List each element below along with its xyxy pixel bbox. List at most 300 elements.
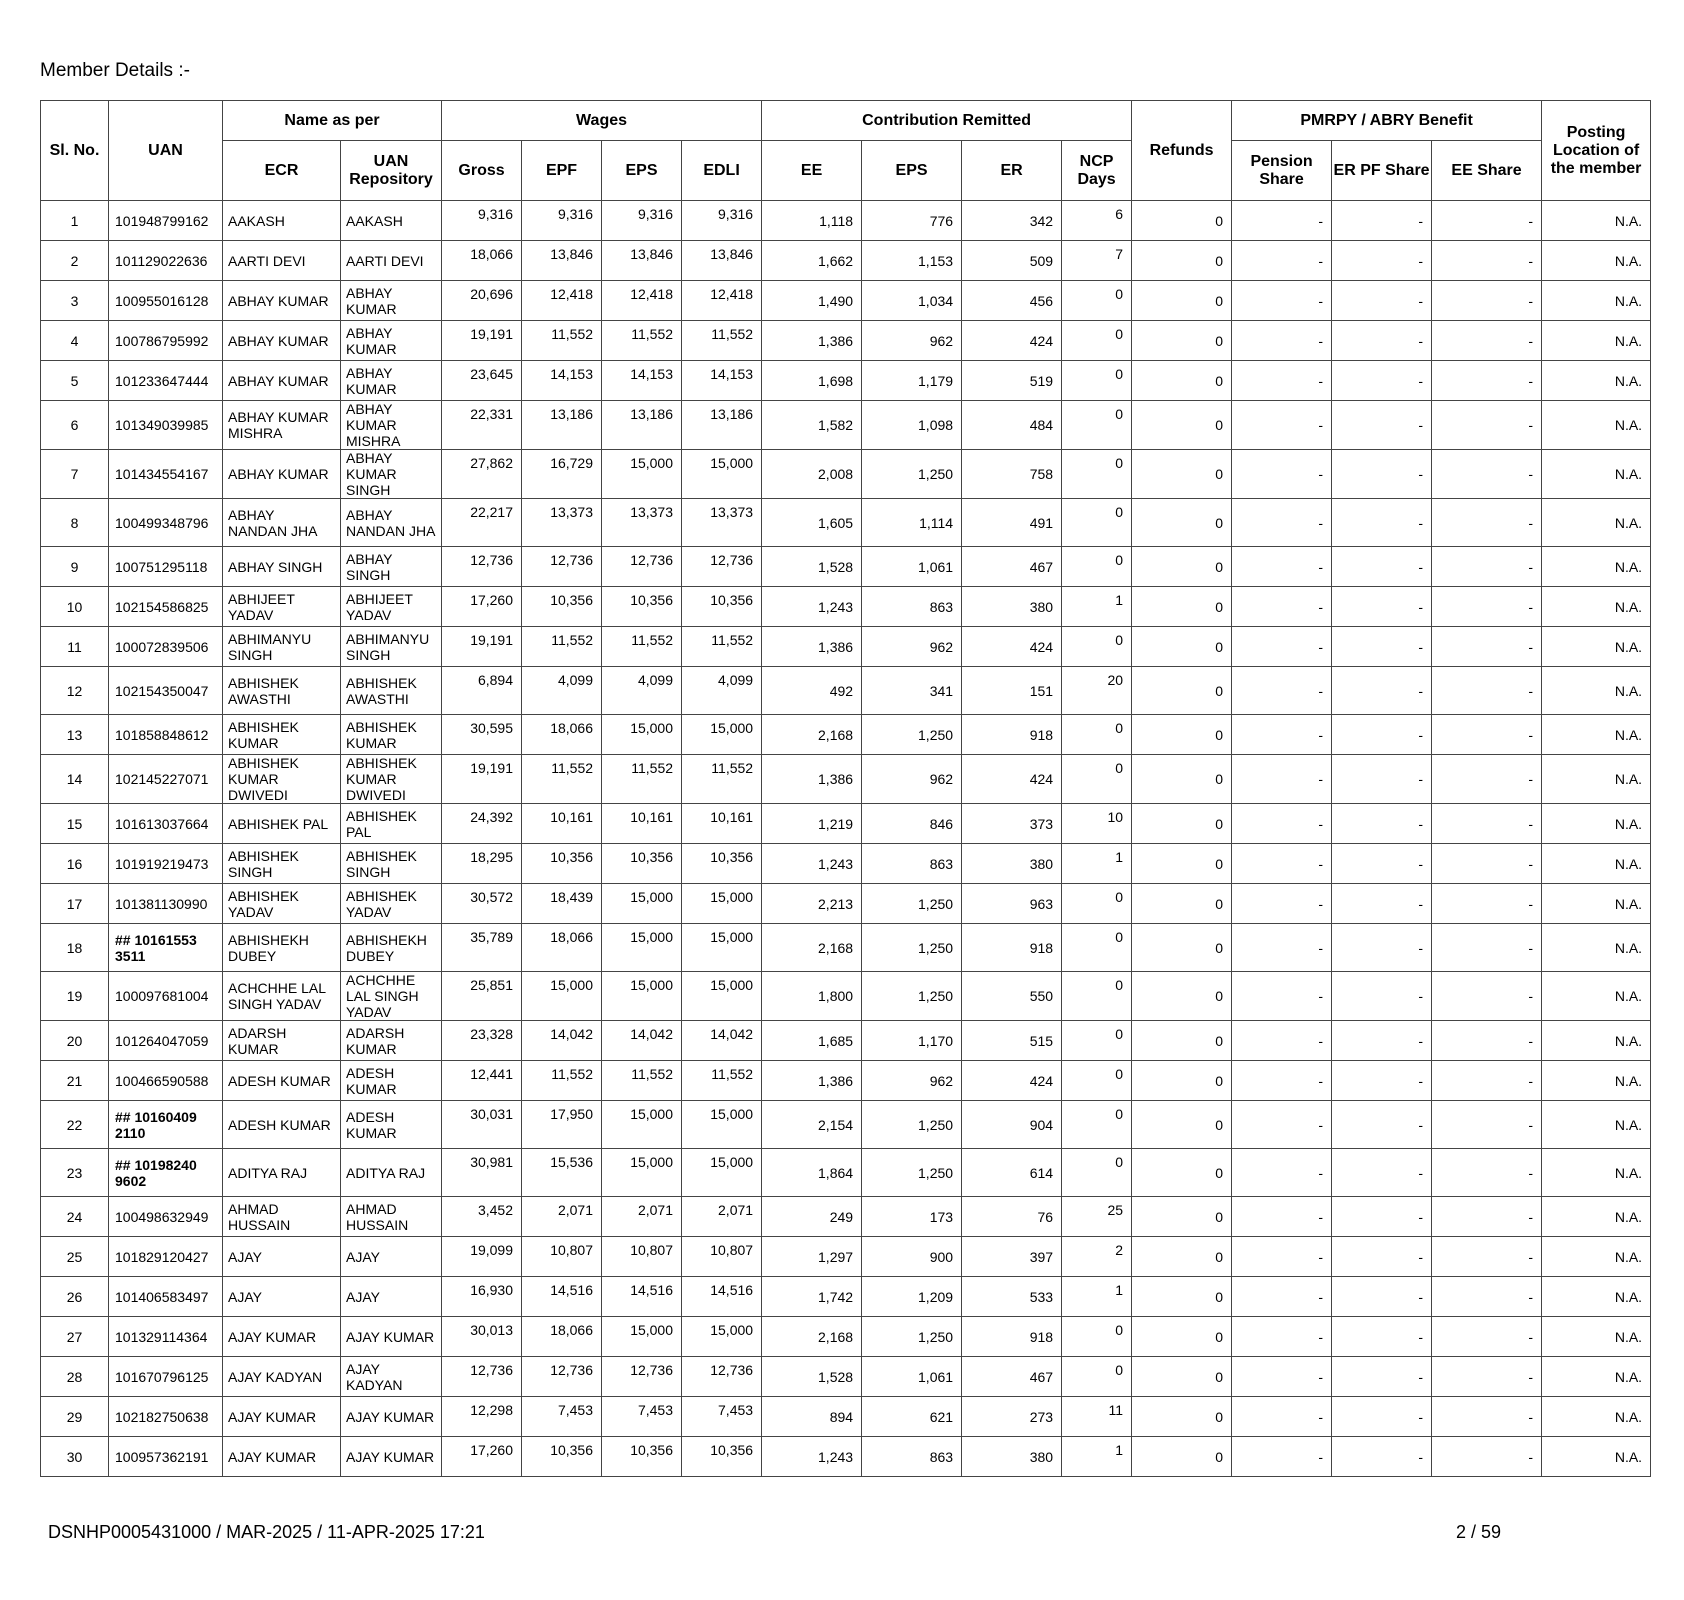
- cell-pension-share: -: [1232, 499, 1332, 547]
- cell-ee-share: -: [1432, 1197, 1542, 1237]
- cell-contribution-ee: 2,213: [762, 884, 862, 924]
- cell-posting-location: N.A.: [1542, 1197, 1651, 1237]
- header-uan: UAN: [109, 101, 223, 201]
- cell-uan: 101329114364: [109, 1317, 223, 1357]
- cell-ncp-days: 0: [1062, 281, 1132, 321]
- cell-wages-epf: 11,552: [522, 755, 602, 804]
- cell-er-pf-share: -: [1332, 1021, 1432, 1061]
- cell-pension-share: -: [1232, 972, 1332, 1021]
- cell-wages-epf: 14,516: [522, 1277, 602, 1317]
- table-row: [41, 499, 1651, 547]
- cell-wages-edli: 11,552: [682, 627, 762, 667]
- cell-wages-edli: 11,552: [682, 755, 762, 804]
- cell-name-ecr: ABHISHEK PAL: [223, 804, 341, 844]
- cell-uan: 102154350047: [109, 667, 223, 715]
- cell-contribution-ee: 1,243: [762, 1437, 862, 1477]
- cell-name-uan-repository: AJAY: [341, 1277, 442, 1317]
- cell-pension-share: -: [1232, 1101, 1332, 1149]
- cell-uan: 101434554167: [109, 450, 223, 499]
- cell-uan: 102154586825: [109, 587, 223, 627]
- cell-er-pf-share: -: [1332, 281, 1432, 321]
- cell-posting-location: N.A.: [1542, 1317, 1651, 1357]
- cell-wages-eps: 15,000: [602, 884, 682, 924]
- cell-sl-no: 17: [41, 884, 109, 924]
- cell-wages-eps: 4,099: [602, 667, 682, 715]
- cell-ee-share: -: [1432, 972, 1542, 1021]
- cell-wages-eps: 11,552: [602, 627, 682, 667]
- cell-refunds: 0: [1132, 499, 1232, 547]
- cell-refunds: 0: [1132, 972, 1232, 1021]
- cell-posting-location: N.A.: [1542, 1397, 1651, 1437]
- cell-contribution-ee: 2,168: [762, 924, 862, 972]
- cell-refunds: 0: [1132, 667, 1232, 715]
- table-row: [41, 804, 1651, 844]
- cell-sl-no: 30: [41, 1437, 109, 1477]
- cell-name-ecr: AJAY KUMAR: [223, 1397, 341, 1437]
- cell-ee-share: -: [1432, 361, 1542, 401]
- cell-wages-epf: 10,807: [522, 1237, 602, 1277]
- cell-er-pf-share: -: [1332, 241, 1432, 281]
- cell-posting-location: N.A.: [1542, 1437, 1651, 1477]
- cell-wages-gross: 12,441: [442, 1061, 522, 1101]
- cell-wages-epf: 13,186: [522, 401, 602, 450]
- cell-er-pf-share: -: [1332, 1277, 1432, 1317]
- cell-name-uan-repository: ABHAY KUMAR MISHRA: [341, 401, 442, 450]
- cell-name-uan-repository: ABHIJEET YADAV: [341, 587, 442, 627]
- table-row: [41, 401, 1651, 450]
- cell-wages-edli: 10,161: [682, 804, 762, 844]
- cell-wages-gross: 9,316: [442, 201, 522, 241]
- cell-wages-edli: 15,000: [682, 715, 762, 755]
- cell-ee-share: -: [1432, 755, 1542, 804]
- cell-uan: 101129022636: [109, 241, 223, 281]
- cell-pension-share: -: [1232, 884, 1332, 924]
- cell-wages-epf: 15,000: [522, 972, 602, 1021]
- cell-contribution-er: 467: [962, 547, 1062, 587]
- cell-name-uan-repository: AJAY KUMAR: [341, 1397, 442, 1437]
- cell-uan: 101670796125: [109, 1357, 223, 1397]
- cell-wages-eps: 15,000: [602, 450, 682, 499]
- cell-sl-no: 11: [41, 627, 109, 667]
- cell-contribution-er: 918: [962, 1317, 1062, 1357]
- cell-contribution-er: 380: [962, 1437, 1062, 1477]
- cell-contribution-ee: 1,528: [762, 1357, 862, 1397]
- cell-posting-location: N.A.: [1542, 547, 1651, 587]
- cell-pension-share: -: [1232, 1357, 1332, 1397]
- cell-er-pf-share: -: [1332, 1237, 1432, 1277]
- cell-ee-share: -: [1432, 1277, 1542, 1317]
- cell-name-uan-repository: ABHIMANYU SINGH: [341, 627, 442, 667]
- cell-wages-edli: 12,736: [682, 547, 762, 587]
- cell-contribution-er: 904: [962, 1101, 1062, 1149]
- cell-name-uan-repository: AHMAD HUSSAIN: [341, 1197, 442, 1237]
- cell-refunds: 0: [1132, 321, 1232, 361]
- cell-ee-share: -: [1432, 1021, 1542, 1061]
- cell-wages-edli: 14,516: [682, 1277, 762, 1317]
- cell-pension-share: -: [1232, 281, 1332, 321]
- cell-ee-share: -: [1432, 1149, 1542, 1197]
- cell-name-uan-repository: AJAY KUMAR: [341, 1317, 442, 1357]
- cell-refunds: 0: [1132, 844, 1232, 884]
- table-row: [41, 361, 1651, 401]
- cell-contribution-er: 963: [962, 884, 1062, 924]
- cell-name-ecr: AARTI DEVI: [223, 241, 341, 281]
- cell-ee-share: -: [1432, 1061, 1542, 1101]
- table-row: [41, 715, 1651, 755]
- cell-contribution-ee: 1,386: [762, 755, 862, 804]
- cell-wages-epf: 7,453: [522, 1397, 602, 1437]
- table-row: [41, 1149, 1651, 1197]
- cell-uan: 102145227071: [109, 755, 223, 804]
- cell-wages-edli: 11,552: [682, 1061, 762, 1101]
- cell-ncp-days: 0: [1062, 499, 1132, 547]
- cell-wages-eps: 15,000: [602, 715, 682, 755]
- cell-name-uan-repository: AJAY: [341, 1237, 442, 1277]
- cell-ncp-days: 0: [1062, 755, 1132, 804]
- cell-ncp-days: 0: [1062, 627, 1132, 667]
- cell-wages-gross: 12,298: [442, 1397, 522, 1437]
- cell-uan: ## 101982409602: [109, 1149, 223, 1197]
- cell-name-uan-repository: ABHISHEK AWASTHI: [341, 667, 442, 715]
- header-ncp-days: NCP Days: [1062, 141, 1132, 201]
- cell-wages-eps: 10,161: [602, 804, 682, 844]
- cell-contribution-ee: 1,605: [762, 499, 862, 547]
- cell-wages-edli: 14,042: [682, 1021, 762, 1061]
- cell-refunds: 0: [1132, 1149, 1232, 1197]
- cell-sl-no: 7: [41, 450, 109, 499]
- cell-contribution-er: 424: [962, 1061, 1062, 1101]
- cell-contribution-eps: 1,034: [862, 281, 962, 321]
- cell-ncp-days: 0: [1062, 884, 1132, 924]
- cell-wages-eps: 12,736: [602, 1357, 682, 1397]
- cell-ee-share: -: [1432, 844, 1542, 884]
- cell-refunds: 0: [1132, 401, 1232, 450]
- cell-ncp-days: 20: [1062, 667, 1132, 715]
- cell-wages-gross: 20,696: [442, 281, 522, 321]
- cell-name-ecr: AJAY: [223, 1277, 341, 1317]
- cell-contribution-ee: 2,154: [762, 1101, 862, 1149]
- cell-wages-edli: 15,000: [682, 972, 762, 1021]
- cell-wages-epf: 12,418: [522, 281, 602, 321]
- cell-uan: 100751295118: [109, 547, 223, 587]
- cell-ncp-days: 0: [1062, 450, 1132, 499]
- cell-sl-no: 14: [41, 755, 109, 804]
- cell-refunds: 0: [1132, 241, 1232, 281]
- cell-wages-epf: 18,439: [522, 884, 602, 924]
- cell-er-pf-share: -: [1332, 321, 1432, 361]
- cell-pension-share: -: [1232, 667, 1332, 715]
- cell-er-pf-share: -: [1332, 667, 1432, 715]
- cell-posting-location: N.A.: [1542, 844, 1651, 884]
- cell-name-ecr: AJAY KADYAN: [223, 1357, 341, 1397]
- cell-sl-no: 1: [41, 201, 109, 241]
- cell-pension-share: -: [1232, 321, 1332, 361]
- cell-er-pf-share: -: [1332, 715, 1432, 755]
- cell-pension-share: -: [1232, 1061, 1332, 1101]
- cell-posting-location: N.A.: [1542, 1277, 1651, 1317]
- cell-contribution-ee: 1,386: [762, 321, 862, 361]
- header-sl-no: Sl. No.: [41, 101, 109, 201]
- cell-contribution-ee: 1,243: [762, 587, 862, 627]
- cell-name-ecr: ADESH KUMAR: [223, 1061, 341, 1101]
- cell-name-uan-repository: ADESH KUMAR: [341, 1101, 442, 1149]
- cell-wages-epf: 13,846: [522, 241, 602, 281]
- cell-pension-share: -: [1232, 755, 1332, 804]
- cell-name-ecr: AJAY KUMAR: [223, 1437, 341, 1477]
- cell-refunds: 0: [1132, 1021, 1232, 1061]
- cell-contribution-eps: 1,209: [862, 1277, 962, 1317]
- table-row: [41, 1357, 1651, 1397]
- cell-er-pf-share: -: [1332, 884, 1432, 924]
- cell-uan: 100498632949: [109, 1197, 223, 1237]
- cell-pension-share: -: [1232, 1021, 1332, 1061]
- cell-name-ecr: ABHIJEET YADAV: [223, 587, 341, 627]
- cell-wages-epf: 12,736: [522, 1357, 602, 1397]
- table-row: [41, 1237, 1651, 1277]
- cell-contribution-er: 342: [962, 201, 1062, 241]
- cell-posting-location: N.A.: [1542, 884, 1651, 924]
- cell-contribution-eps: 1,114: [862, 499, 962, 547]
- cell-contribution-er: 533: [962, 1277, 1062, 1317]
- cell-er-pf-share: -: [1332, 201, 1432, 241]
- cell-posting-location: N.A.: [1542, 972, 1651, 1021]
- cell-wages-edli: 15,000: [682, 1101, 762, 1149]
- cell-name-uan-repository: ABHISHEK YADAV: [341, 884, 442, 924]
- cell-posting-location: N.A.: [1542, 1061, 1651, 1101]
- document-reference: DSNHP0005431000 / MAR-2025 / 11-APR-2025 17:21: [48, 1522, 485, 1542]
- cell-ee-share: -: [1432, 321, 1542, 361]
- cell-posting-location: N.A.: [1542, 1149, 1651, 1197]
- table-row: [41, 924, 1651, 972]
- table-row: [41, 972, 1651, 1021]
- cell-contribution-eps: 1,250: [862, 924, 962, 972]
- cell-wages-gross: 3,452: [442, 1197, 522, 1237]
- cell-contribution-ee: 1,685: [762, 1021, 862, 1061]
- cell-wages-epf: 9,316: [522, 201, 602, 241]
- cell-contribution-eps: 863: [862, 587, 962, 627]
- cell-pension-share: -: [1232, 201, 1332, 241]
- cell-refunds: 0: [1132, 804, 1232, 844]
- cell-name-uan-repository: ABHISHEK KUMAR DWIVEDI: [341, 755, 442, 804]
- cell-sl-no: 22: [41, 1101, 109, 1149]
- cell-contribution-ee: 1,864: [762, 1149, 862, 1197]
- cell-wages-edli: 12,736: [682, 1357, 762, 1397]
- cell-uan: 101264047059: [109, 1021, 223, 1061]
- cell-sl-no: 3: [41, 281, 109, 321]
- cell-refunds: 0: [1132, 547, 1232, 587]
- header-er-pf-share: ER PF Share: [1332, 141, 1432, 201]
- cell-name-uan-repository: AJAY KADYAN: [341, 1357, 442, 1397]
- cell-wages-edli: 13,186: [682, 401, 762, 450]
- cell-name-uan-repository: ACHCHHE LAL SINGH YADAV: [341, 972, 442, 1021]
- cell-wages-gross: 18,066: [442, 241, 522, 281]
- cell-wages-gross: 19,099: [442, 1237, 522, 1277]
- cell-wages-eps: 12,418: [602, 281, 682, 321]
- cell-contribution-er: 380: [962, 587, 1062, 627]
- cell-posting-location: N.A.: [1542, 804, 1651, 844]
- cell-wages-edli: 10,356: [682, 587, 762, 627]
- table-row: [41, 844, 1651, 884]
- cell-name-ecr: ABHAY KUMAR: [223, 450, 341, 499]
- cell-name-uan-repository: ADITYA RAJ: [341, 1149, 442, 1197]
- cell-ee-share: -: [1432, 1397, 1542, 1437]
- cell-ncp-days: 0: [1062, 1357, 1132, 1397]
- cell-uan: 100072839506: [109, 627, 223, 667]
- cell-pension-share: -: [1232, 715, 1332, 755]
- cell-contribution-eps: 863: [862, 844, 962, 884]
- cell-ncp-days: 2: [1062, 1237, 1132, 1277]
- cell-sl-no: 15: [41, 804, 109, 844]
- cell-uan: 101233647444: [109, 361, 223, 401]
- cell-ee-share: -: [1432, 450, 1542, 499]
- cell-refunds: 0: [1132, 1317, 1232, 1357]
- cell-contribution-er: 424: [962, 321, 1062, 361]
- table-row: [41, 321, 1651, 361]
- cell-name-ecr: ABHAY KUMAR MISHRA: [223, 401, 341, 450]
- cell-wages-gross: 23,328: [442, 1021, 522, 1061]
- cell-wages-gross: 12,736: [442, 547, 522, 587]
- cell-contribution-ee: 1,800: [762, 972, 862, 1021]
- cell-contribution-eps: 1,250: [862, 1101, 962, 1149]
- table-row: [41, 1061, 1651, 1101]
- cell-wages-epf: 11,552: [522, 1061, 602, 1101]
- cell-wages-gross: 19,191: [442, 627, 522, 667]
- cell-wages-epf: 12,736: [522, 547, 602, 587]
- cell-wages-gross: 16,930: [442, 1277, 522, 1317]
- cell-wages-edli: 15,000: [682, 1317, 762, 1357]
- cell-ee-share: -: [1432, 1357, 1542, 1397]
- cell-contribution-eps: 846: [862, 804, 962, 844]
- cell-contribution-ee: 1,528: [762, 547, 862, 587]
- cell-wages-epf: 18,066: [522, 924, 602, 972]
- cell-name-ecr: AHMAD HUSSAIN: [223, 1197, 341, 1237]
- cell-pension-share: -: [1232, 1397, 1332, 1437]
- cell-posting-location: N.A.: [1542, 401, 1651, 450]
- cell-er-pf-share: -: [1332, 401, 1432, 450]
- cell-wages-eps: 14,516: [602, 1277, 682, 1317]
- cell-posting-location: N.A.: [1542, 1237, 1651, 1277]
- cell-refunds: 0: [1132, 715, 1232, 755]
- cell-sl-no: 5: [41, 361, 109, 401]
- cell-wages-eps: 10,356: [602, 1437, 682, 1477]
- cell-sl-no: 23: [41, 1149, 109, 1197]
- cell-name-ecr: AJAY: [223, 1237, 341, 1277]
- cell-contribution-ee: 1,582: [762, 401, 862, 450]
- cell-name-ecr: ABHIMANYU SINGH: [223, 627, 341, 667]
- cell-wages-epf: 14,153: [522, 361, 602, 401]
- cell-name-uan-repository: ABHISHEKH DUBEY: [341, 924, 442, 972]
- cell-ee-share: -: [1432, 804, 1542, 844]
- cell-er-pf-share: -: [1332, 547, 1432, 587]
- cell-uan: 101829120427: [109, 1237, 223, 1277]
- cell-er-pf-share: -: [1332, 1061, 1432, 1101]
- cell-wages-edli: 15,000: [682, 924, 762, 972]
- cell-posting-location: N.A.: [1542, 281, 1651, 321]
- cell-wages-epf: 18,066: [522, 715, 602, 755]
- cell-contribution-ee: 249: [762, 1197, 862, 1237]
- cell-wages-edli: 15,000: [682, 1149, 762, 1197]
- cell-er-pf-share: -: [1332, 804, 1432, 844]
- cell-wages-epf: 17,950: [522, 1101, 602, 1149]
- cell-ncp-days: 0: [1062, 972, 1132, 1021]
- cell-wages-gross: 23,645: [442, 361, 522, 401]
- cell-contribution-ee: 1,118: [762, 201, 862, 241]
- cell-ee-share: -: [1432, 924, 1542, 972]
- cell-wages-eps: 13,846: [602, 241, 682, 281]
- cell-uan: 101919219473: [109, 844, 223, 884]
- cell-sl-no: 16: [41, 844, 109, 884]
- cell-wages-epf: 15,536: [522, 1149, 602, 1197]
- cell-name-ecr: ABHISHEK KUMAR DWIVEDI: [223, 755, 341, 804]
- cell-pension-share: -: [1232, 241, 1332, 281]
- cell-wages-gross: 19,191: [442, 321, 522, 361]
- cell-wages-edli: 10,356: [682, 844, 762, 884]
- cell-posting-location: N.A.: [1542, 1021, 1651, 1061]
- cell-posting-location: N.A.: [1542, 201, 1651, 241]
- cell-contribution-er: 397: [962, 1237, 1062, 1277]
- cell-sl-no: 12: [41, 667, 109, 715]
- cell-contribution-ee: 1,219: [762, 804, 862, 844]
- cell-contribution-er: 467: [962, 1357, 1062, 1397]
- header-pension-share: Pension Share: [1232, 141, 1332, 201]
- cell-pension-share: -: [1232, 1437, 1332, 1477]
- cell-ee-share: -: [1432, 1101, 1542, 1149]
- cell-wages-edli: 10,807: [682, 1237, 762, 1277]
- cell-name-ecr: ADARSH KUMAR: [223, 1021, 341, 1061]
- cell-wages-eps: 9,316: [602, 201, 682, 241]
- cell-contribution-eps: 962: [862, 321, 962, 361]
- cell-er-pf-share: -: [1332, 972, 1432, 1021]
- cell-ncp-days: 0: [1062, 1061, 1132, 1101]
- cell-er-pf-share: -: [1332, 1197, 1432, 1237]
- cell-refunds: 0: [1132, 1197, 1232, 1237]
- cell-name-ecr: ABHISHEK YADAV: [223, 884, 341, 924]
- cell-ncp-days: 25: [1062, 1197, 1132, 1237]
- cell-posting-location: N.A.: [1542, 321, 1651, 361]
- cell-refunds: 0: [1132, 587, 1232, 627]
- cell-wages-edli: 2,071: [682, 1197, 762, 1237]
- cell-pension-share: -: [1232, 844, 1332, 884]
- table-row: [41, 201, 1651, 241]
- cell-ncp-days: 0: [1062, 1101, 1132, 1149]
- cell-sl-no: 19: [41, 972, 109, 1021]
- table-row: [41, 1277, 1651, 1317]
- cell-name-uan-repository: ABHISHEK PAL: [341, 804, 442, 844]
- cell-wages-epf: 10,356: [522, 1437, 602, 1477]
- cell-wages-eps: 14,042: [602, 1021, 682, 1061]
- cell-posting-location: N.A.: [1542, 715, 1651, 755]
- table-row: [41, 667, 1651, 715]
- cell-wages-eps: 10,807: [602, 1237, 682, 1277]
- cell-contribution-er: 614: [962, 1149, 1062, 1197]
- header-wages: Wages: [442, 101, 762, 141]
- cell-wages-eps: 7,453: [602, 1397, 682, 1437]
- cell-ee-share: -: [1432, 547, 1542, 587]
- cell-wages-edli: 11,552: [682, 321, 762, 361]
- cell-contribution-eps: 1,179: [862, 361, 962, 401]
- cell-uan: 101613037664: [109, 804, 223, 844]
- cell-refunds: 0: [1132, 755, 1232, 804]
- table-row: [41, 281, 1651, 321]
- cell-contribution-eps: 1,250: [862, 972, 962, 1021]
- member-details-table: [40, 100, 1651, 1477]
- cell-pension-share: -: [1232, 450, 1332, 499]
- cell-ncp-days: 0: [1062, 547, 1132, 587]
- cell-contribution-eps: 1,170: [862, 1021, 962, 1061]
- cell-wages-eps: 15,000: [602, 1149, 682, 1197]
- cell-refunds: 0: [1132, 627, 1232, 667]
- cell-posting-location: N.A.: [1542, 587, 1651, 627]
